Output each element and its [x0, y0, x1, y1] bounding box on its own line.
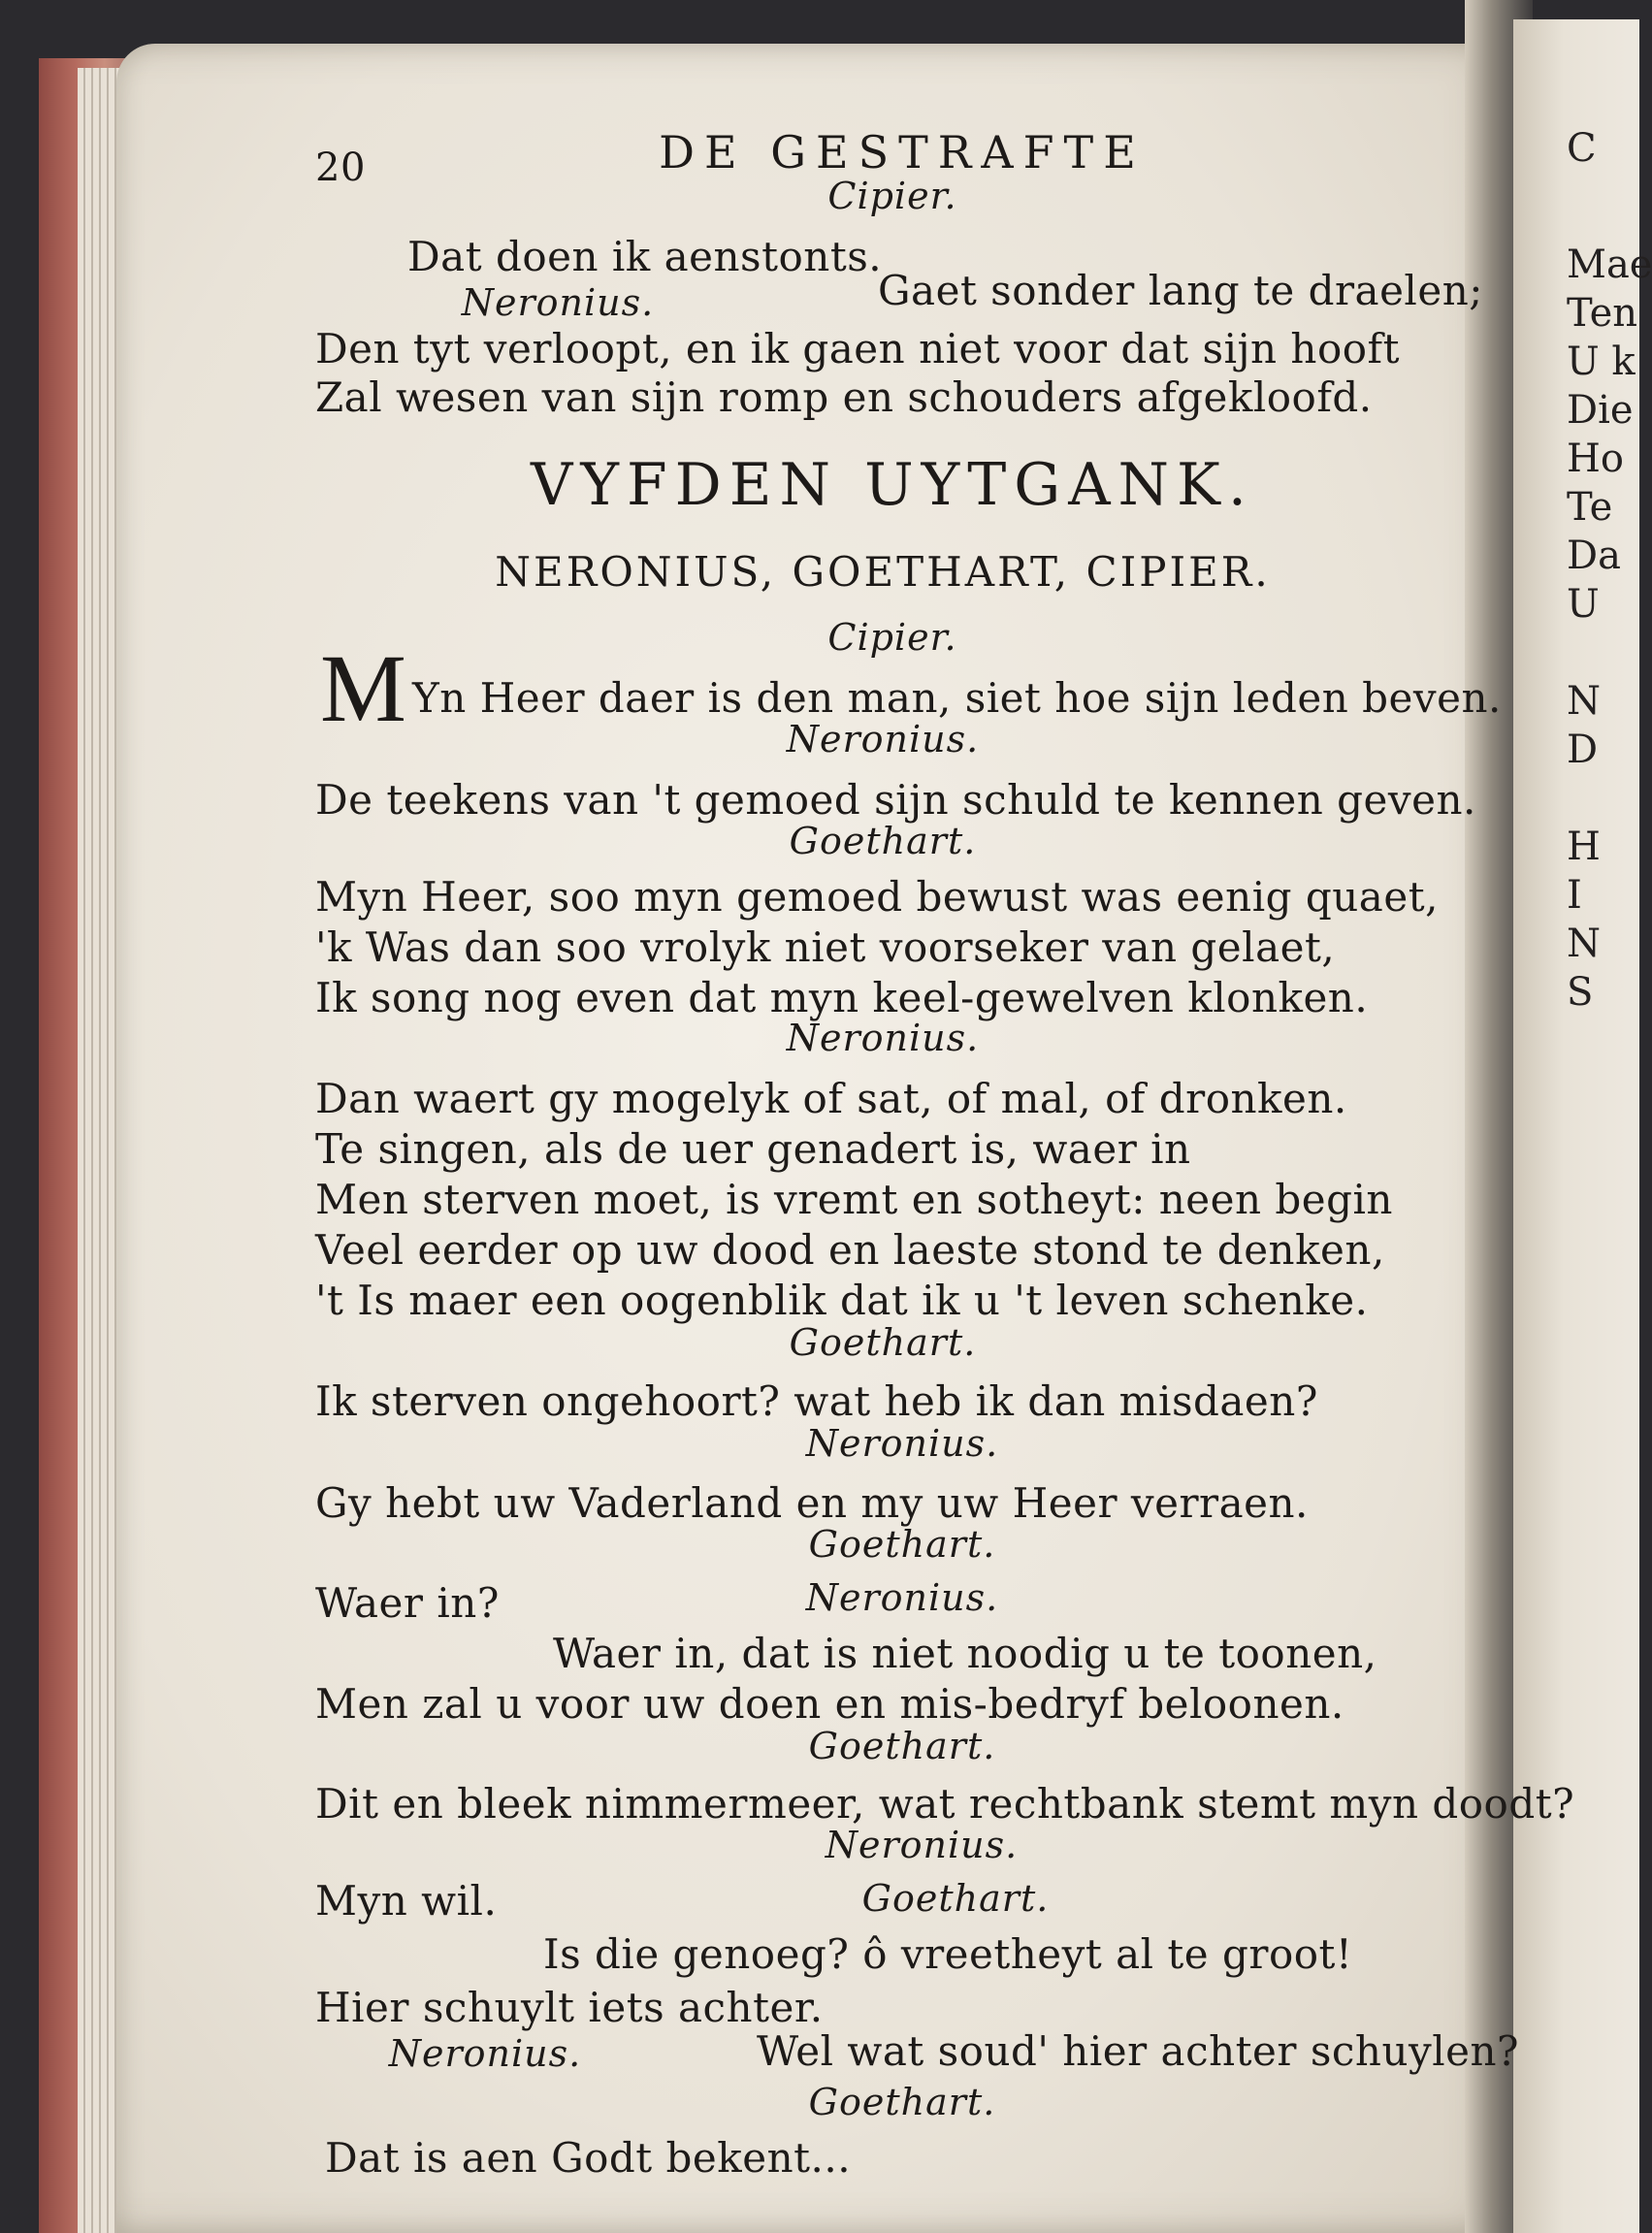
facing-line-start: I [1567, 873, 1582, 918]
speaker-name: Cipier. [827, 616, 957, 659]
verse-line: Gy hebt uw Vaderland en my uw Heer verraen. [315, 1479, 1309, 1527]
verse-line: Dat is aen Godt bekent... [325, 2134, 852, 2182]
verse-line: Myn wil. [315, 1877, 498, 1925]
facing-line-start: S [1567, 970, 1594, 1015]
speaker-name: Goethart. [861, 1877, 1050, 1920]
speaker-name: Neronius. [461, 281, 655, 324]
verse-line: Dit en bleek nimmermeer, wat rechtbank stemt myn doodt? [315, 1780, 1575, 1828]
verse-line: Waer in, dat is niet noodig u te toonen, [553, 1630, 1377, 1677]
verse-line: Hier schuylt iets achter. [315, 1984, 824, 2031]
verse-line: 'k Was dan soo vrolyk niet voorseker van gelaet, [315, 923, 1336, 971]
verse-line: Dan waert gy mogelyk of sat, of mal, of dronken. [315, 1075, 1347, 1122]
running-head: DE GESTRAFTE [659, 126, 1146, 178]
speaker-name: Neronius. [388, 2032, 582, 2075]
verse-line: Den tyt verloopt, en ik gaen niet voor dat sijn hooft [315, 325, 1400, 372]
verse-line: De teekens van 't gemoed sijn schuld te kennen geven. [315, 776, 1476, 824]
facing-line-start: Ho [1567, 437, 1624, 481]
speaker-name: Cipier. [827, 175, 957, 217]
facing-line-start: U [1567, 582, 1600, 627]
facing-line-start: U k [1567, 340, 1636, 384]
facing-line-start: Da [1567, 534, 1621, 578]
verse-line: Yn Heer daer is den man, siet hoe sijn leden beven. [412, 674, 1502, 722]
facing-line-start: D [1567, 728, 1599, 772]
speaker-name: Goethart. [808, 2081, 996, 2123]
facing-line-start: Te [1567, 485, 1613, 530]
verse-line: Ik sterven ongehoort? wat heb ik dan misdaen? [315, 1377, 1318, 1425]
speaker-name: Neronius. [786, 1017, 980, 1059]
facing-line-start: N [1567, 922, 1601, 966]
verse-line: Wel wat soud' hier achter schuylen? [757, 2027, 1520, 2075]
verse-line: Myn Heer, soo myn gemoed bewust was eenig quaet, [315, 873, 1439, 921]
facing-line-start: N [1567, 679, 1601, 724]
verse-line: Zal wesen van sijn romp en schouders afgekloofd. [315, 373, 1373, 421]
speaker-name: Neronius. [805, 1422, 999, 1465]
facing-line-start: H [1567, 825, 1601, 869]
speaker-name: Neronius. [825, 1824, 1019, 1866]
verse-line: Men sterven moet, is vremt en sotheyt: neen begin [315, 1176, 1393, 1223]
verse-line: Dat doen ik aenstonts. [407, 233, 883, 280]
verse-line: Te singen, als de uer genadert is, waer in [315, 1125, 1191, 1173]
speaker-name: Goethart. [789, 1321, 977, 1364]
scene-cast: NERONIUS, GOETHART, CIPIER. [495, 548, 1271, 596]
facing-line-start: Die [1567, 388, 1634, 433]
verse-line: 't Is maer een oogenblik dat ik u 't leven schenke. [315, 1277, 1369, 1324]
facing-page-text [1567, 116, 1652, 2153]
verse-line: Waer in? [315, 1579, 500, 1627]
facing-line-start: Mae [1567, 243, 1652, 287]
verse-line: Men zal u voor uw doen en mis-bedryf beloonen. [315, 1680, 1344, 1728]
page-number: 20 [315, 146, 366, 190]
scene-title: VYFDEN UYTGANK. [531, 451, 1254, 519]
verse-line: Is die genoeg? ô vreetheyt al te groot! [543, 1930, 1353, 1978]
drop-cap-letter: M [320, 634, 406, 742]
speaker-name: Goethart. [789, 820, 977, 862]
verse-line: Gaet sonder lang te draelen; [878, 267, 1483, 314]
speaker-name: Goethart. [808, 1725, 996, 1767]
verse-line: Ik song nog even dat myn keel-gewelven klonken. [315, 974, 1369, 1021]
facing-line-start: Ten [1567, 291, 1638, 336]
facing-page-head: C [1567, 126, 1597, 171]
speaker-name: Neronius. [786, 718, 980, 761]
speaker-name: Neronius. [805, 1576, 999, 1619]
speaker-name: Goethart. [808, 1523, 996, 1566]
verse-line: Veel eerder op uw dood en laeste stond te denken, [315, 1226, 1385, 1274]
